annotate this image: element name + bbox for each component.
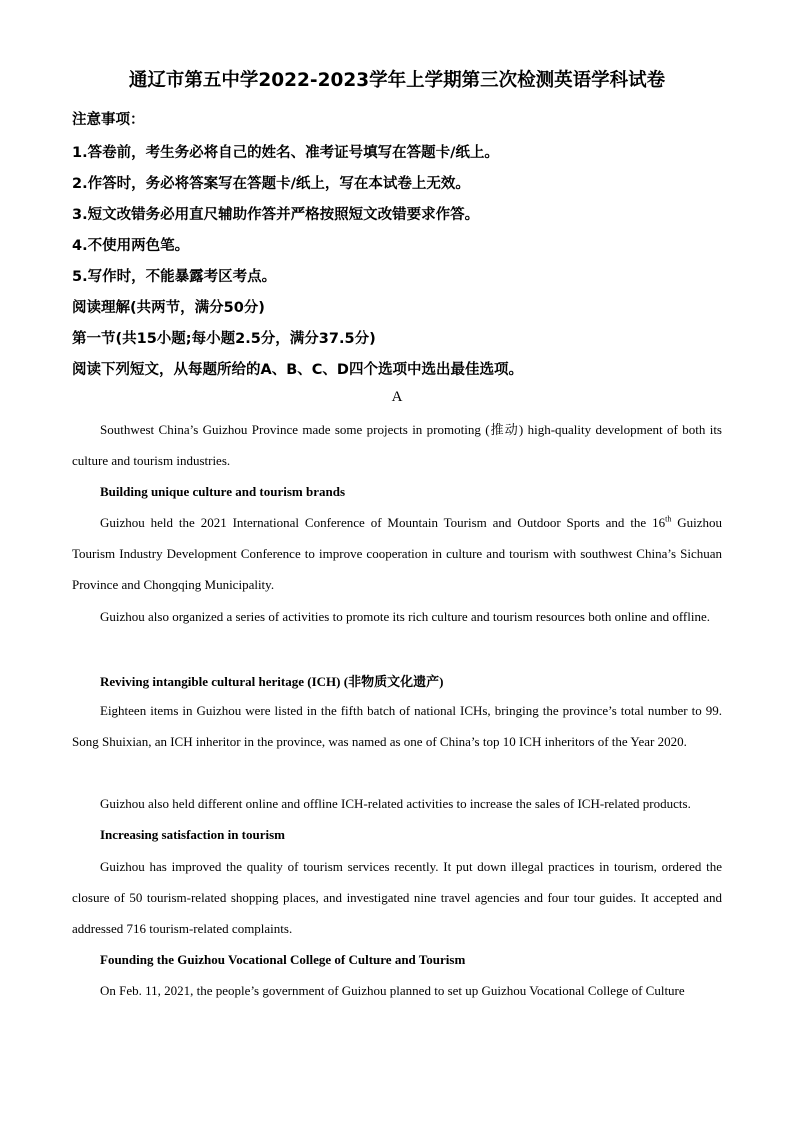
note-item-4: 4.不使用两色笔。 [72,238,190,254]
subheading-satisfaction: Increasing satisfaction in tourism [100,827,286,842]
paragraph-ich-items [72,695,722,757]
paragraph-college [72,975,722,1006]
paragraph-tourism-quality [72,851,722,945]
section-heading: 阅读理解(共两节，满分50分) [72,300,265,316]
paragraph-conference [72,507,722,601]
instruction: 阅读下列短文，从每题所给的A、B、C、D四个选项中选出最佳选项。 [72,362,523,378]
note-item-3: 3.短文改错务必用直尺辅助作答并严格按照短文改错要求作答。 [72,207,480,223]
paragraph-college-text: On Feb. 11, 2021, the people’s government of Guizhou planned to set up Guizhou Vocational College of Culture [100,983,685,998]
ordinal-suffix: th [665,514,672,524]
subheading-brands: Building unique culture and tourism brands [100,484,346,499]
paragraph-ich-activities-text: Guizhou also held different online and offline ICH-related activities to increase the sales of ICH-related products. [100,796,691,811]
note-item-5: 5.写作时，不能暴露考区考点。 [72,269,277,285]
passage-label: A [391,389,403,405]
paragraph-conference-text-a: Guizhou held the 2021 International Conference of Mountain Tourism and Outdoor Sports and the 16 [100,515,666,530]
notes-heading: 注意事项： [72,112,145,128]
paragraph-tourism-quality-text: Guizhou has improved the quality of tourism services recently. It put down illegal practices in tourism, ordered the closure of 50 tourism-related shopping places, and investigated nine travel agencies and four tour guides. It accepted and addressed 716 tourism-related complaints. [72,859,722,937]
note-item-2: 2.作答时，务必将答案写在答题卡/纸上，写在本试卷上无效。 [72,176,470,192]
paragraph-conference-text-b: Guizhou Tourism Industry Development Conference to improve cooperation in culture and tourism with southwest China’s Sichuan Province and Chongqing Municipality. [72,515,722,593]
part-heading: 第一节(共15小题;每小题2.5分，满分37.5分) [72,331,376,347]
paragraph-activities-text: Guizhou also organized a series of activities to promote its rich culture and tourism resources both online and offline. [100,609,710,624]
paragraph-activities [72,601,722,632]
note-item-1: 1.答卷前，考生务必将自己的姓名、准考证号填写在答题卡/纸上。 [72,145,499,161]
subheading-college: Founding the Guizhou Vocational College of Culture and Tourism [100,952,466,967]
passage-intro-text: Southwest China’s Guizhou Province made some projects in promoting (推动) high-quality development of both its culture and tourism industries. [72,422,722,469]
passage-intro [72,414,722,476]
subheading-ich: Reviving intangible cultural heritage (ICH) (非物质文化遗产) [100,674,444,689]
paragraph-ich-items-text: Eighteen items in Guizhou were listed in the fifth batch of national ICHs, bringing the province’s total number to 99. Song Shuixian, an ICH inheritor in the province, was named as one of China’s top 10 ICH inheritors of the Year 2020. [72,703,722,750]
paragraph-ich-activities [72,788,722,819]
page-title: 通辽市第五中学2022-2023学年上学期第三次检测英语学科试卷 [128,70,666,91]
